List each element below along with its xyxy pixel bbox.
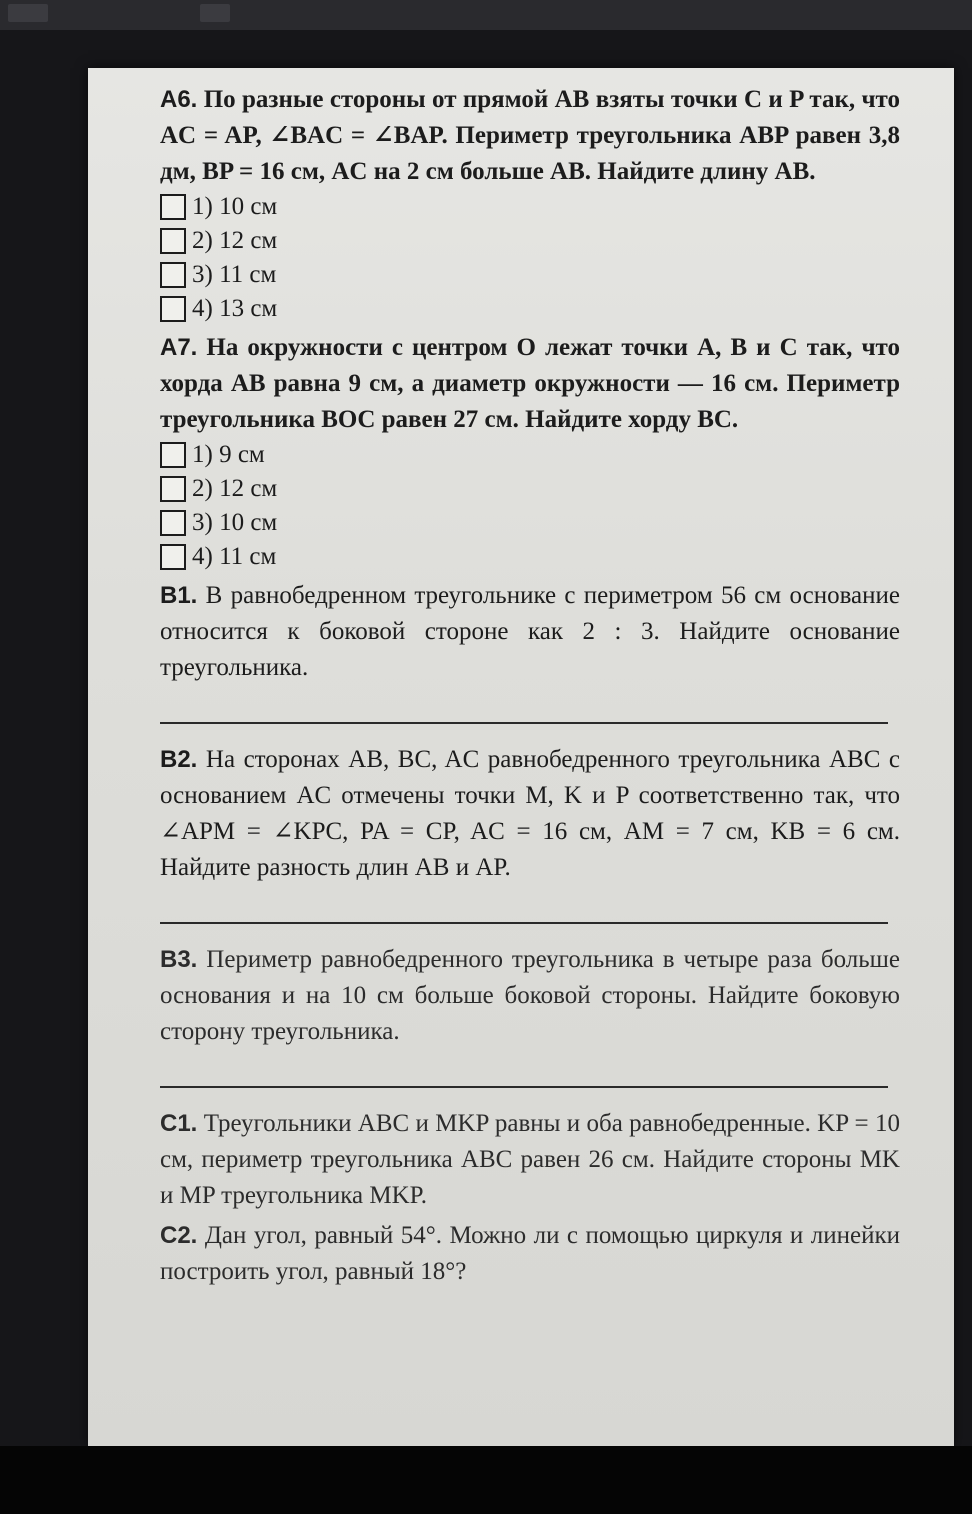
top-bar [0,0,972,30]
answer-option[interactable] [160,506,900,540]
task-number: В1. [160,582,198,609]
bottom-bar [0,1446,972,1514]
task-text: На окружности с центром O лежат точки A, B и C так, что хорда AB равна 9 см, а диаметр окружности — 16 см. Периметр треугольника BOC равен 27 см. Найдите хорду BC. [160,334,901,433]
option-label: 1) 10 см [192,193,278,220]
option-label: 4) 11 см [192,543,277,570]
answer-options [160,190,900,326]
task-a6 [160,82,900,326]
option-label: 4) 13 см [192,295,278,322]
option-label: 1) 9 см [192,441,265,468]
checkbox-icon[interactable] [160,262,186,288]
task-b3 [160,942,900,1088]
answer-option[interactable] [160,224,900,258]
task-b1 [160,578,900,724]
checkbox-icon[interactable] [160,544,186,570]
option-label: 3) 11 см [192,261,277,288]
task-number: С2. [160,1222,198,1249]
answer-line[interactable] [160,1086,888,1088]
answer-option[interactable] [160,258,900,292]
answer-option[interactable] [160,438,900,472]
answer-options [160,438,900,574]
task-b2 [160,742,900,924]
toolbar-icon [200,4,230,22]
task-c1 [160,1106,900,1214]
task-number: В2. [160,746,198,773]
option-label: 2) 12 см [192,227,278,254]
window-icon [8,4,48,22]
option-label: 2) 12 см [192,475,278,502]
answer-line[interactable] [160,722,888,724]
option-label: 3) 10 см [192,509,278,536]
answer-option[interactable] [160,190,900,224]
task-number: С1. [160,1110,198,1137]
task-number: В3. [160,946,198,973]
checkbox-icon[interactable] [160,194,186,220]
task-text: Дан угол, равный 54°. Можно ли с помощью циркуля и линейки построить угол, равный 18°? [160,1222,901,1285]
answer-option[interactable] [160,540,900,574]
task-text: В равнобедренном треугольнике с периметром 56 см основание относится к боковой стороне как 2 : 3. Найдите основание треугольника. [160,582,901,681]
checkbox-icon[interactable] [160,442,186,468]
task-c2 [160,1218,900,1290]
task-text: Треугольники ABC и MKP равны и оба равнобедренные. KP = 10 см, периметр треугольника ABC равен 26 см. Найдите стороны MK и MP треугольника MKP. [160,1110,900,1209]
worksheet-page [88,68,954,1446]
worksheet-content [160,82,900,1294]
checkbox-icon[interactable] [160,296,186,322]
answer-option[interactable] [160,472,900,506]
task-text: Периметр равнобедренного треугольника в четыре раза больше основания и на 10 см больше боковой стороны. Найдите боковую сторону треугольника. [160,946,900,1045]
task-number: А6. [160,86,198,113]
checkbox-icon[interactable] [160,476,186,502]
task-text: По разные стороны от прямой AB взяты точки C и P так, что AC = AP, ∠BAC = ∠BAP. Периметр треугольника ABP равен 3,8 дм, BP = 16 см, AC на 2 см больше AB. Найдите длину AB. [160,86,901,185]
task-a7 [160,330,900,574]
checkbox-icon[interactable] [160,510,186,536]
answer-line[interactable] [160,922,888,924]
task-number: А7. [160,334,198,361]
answer-option[interactable] [160,292,900,326]
task-text: На сторонах AB, BC, AC равнобедренного треугольника ABC с основанием AC отмечены точки M, K и P соответственно так, что ∠APM = ∠KPC, PA = CP, AC = 16 см, AM = 7 см, KB = 6 см. Найдите разность длин AB и AP. [160,746,900,881]
checkbox-icon[interactable] [160,228,186,254]
